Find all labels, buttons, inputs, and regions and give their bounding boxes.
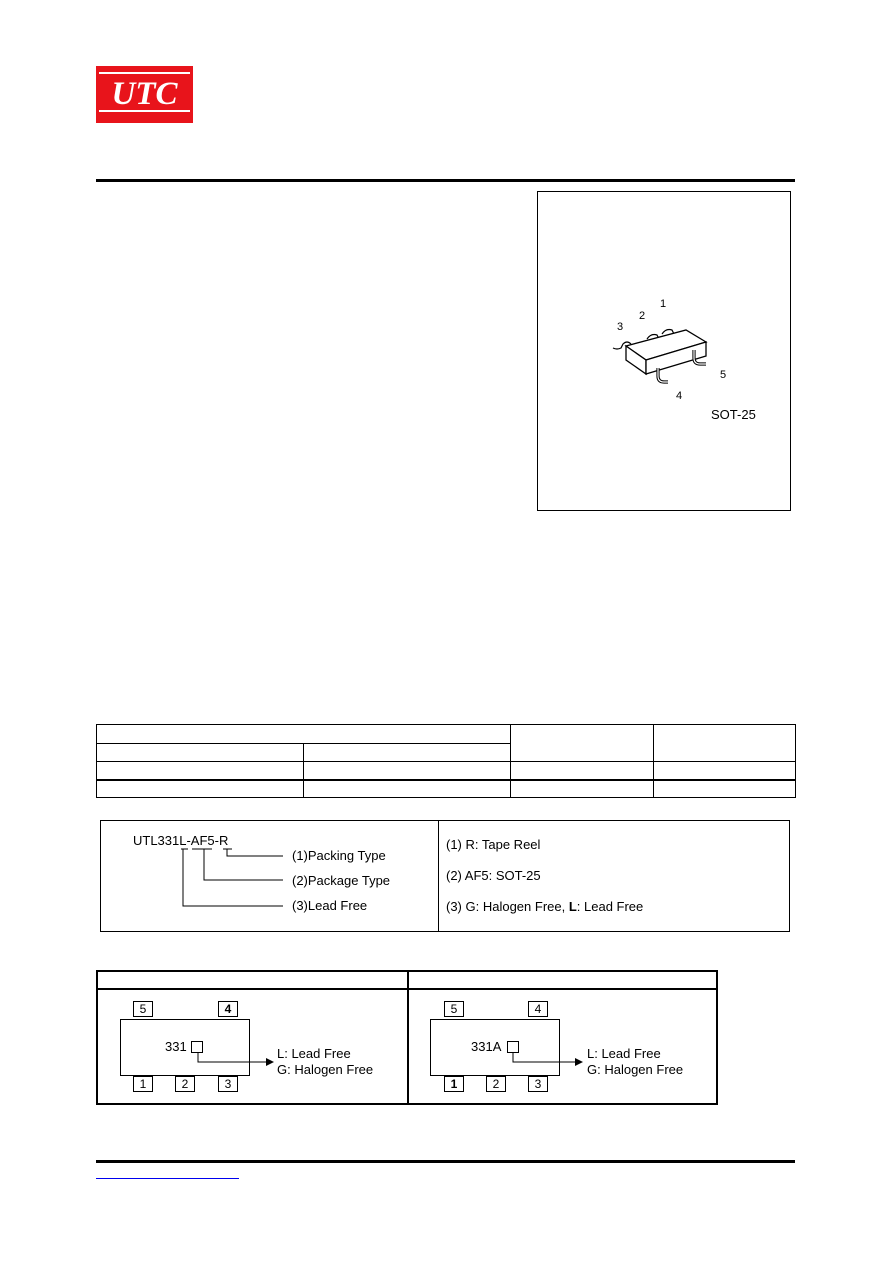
marking-pin-3: 3 (218, 1076, 238, 1092)
marking-pin-5: 5 (444, 1001, 464, 1017)
table-subheader-cell (304, 744, 511, 762)
table-cell (304, 780, 511, 798)
part-number-leader-lines (170, 840, 290, 915)
pin-label-4: 4 (676, 390, 683, 402)
table-cell (97, 780, 304, 798)
note-package: (2) AF5: SOT-25 (446, 868, 541, 883)
table-cell (653, 780, 795, 798)
marking-legend-halogen-free: G: Halogen Free (277, 1062, 374, 1077)
callout-lead-free: (3)Lead Free (292, 898, 368, 913)
utc-logo (96, 66, 193, 123)
marking-pin-2: 2 (175, 1076, 195, 1092)
logo-frame (99, 72, 190, 112)
note-lead-free (446, 900, 643, 914)
decoding-divider (438, 820, 439, 932)
table-cell (304, 762, 511, 780)
marking-legend-lead-free: L: Lead Free (277, 1046, 351, 1061)
table-subheader-cell (97, 744, 304, 762)
note-packing: (1) R: Tape Reel (446, 837, 541, 852)
table-row (97, 762, 796, 780)
footer-link[interactable] (96, 1178, 239, 1179)
marking-pin-4: 4 (528, 1001, 548, 1017)
header-rule (96, 179, 795, 182)
marking-arrow (511, 1052, 591, 1068)
table-cell (653, 762, 795, 780)
table-cell (511, 780, 653, 798)
note-lead-free-prefix: (3) G: Halogen Free, (446, 899, 569, 914)
marking-pin-1: 1 (133, 1076, 153, 1092)
logo-text: UTC (111, 76, 178, 112)
footer-rule (96, 1160, 795, 1163)
pin-label-2: 2 (639, 310, 646, 322)
note-lead-free-bold: L (568, 899, 577, 914)
pin-label-1: 1 (660, 298, 667, 310)
package-name: SOT-25 (711, 407, 756, 422)
callout-packing-type: (1)Packing Type (292, 848, 386, 863)
table-header-cell (511, 725, 653, 762)
part-number: UTL331L-AF5-R (133, 833, 229, 848)
marking-arrow (196, 1052, 276, 1068)
marking-legend-lead-free: L: Lead Free (587, 1046, 661, 1061)
marking-pin-2: 2 (486, 1076, 506, 1092)
marking-code: 331 (165, 1039, 187, 1054)
marking-divider (407, 970, 409, 1105)
pin-label-3: 3 (617, 321, 624, 333)
note-lead-free-suffix: : Lead Free (576, 899, 644, 914)
marking-pin-5: 5 (133, 1001, 153, 1017)
pin-label-5: 5 (720, 369, 727, 381)
table-cell (511, 762, 653, 780)
marking-legend-halogen-free: G: Halogen Free (587, 1062, 684, 1077)
table-cell (97, 762, 304, 780)
table-row (97, 780, 796, 798)
marking-pin-1: 1 (444, 1076, 464, 1092)
callout-package-type: (2)Package Type (292, 873, 391, 888)
table-header-cell (653, 725, 795, 762)
marking-pin-4: 4 (218, 1001, 238, 1017)
marking-pin-3: 3 (528, 1076, 548, 1092)
table-header-cell (97, 725, 511, 744)
ordering-table (96, 724, 796, 798)
marking-code: 331A (471, 1039, 502, 1054)
